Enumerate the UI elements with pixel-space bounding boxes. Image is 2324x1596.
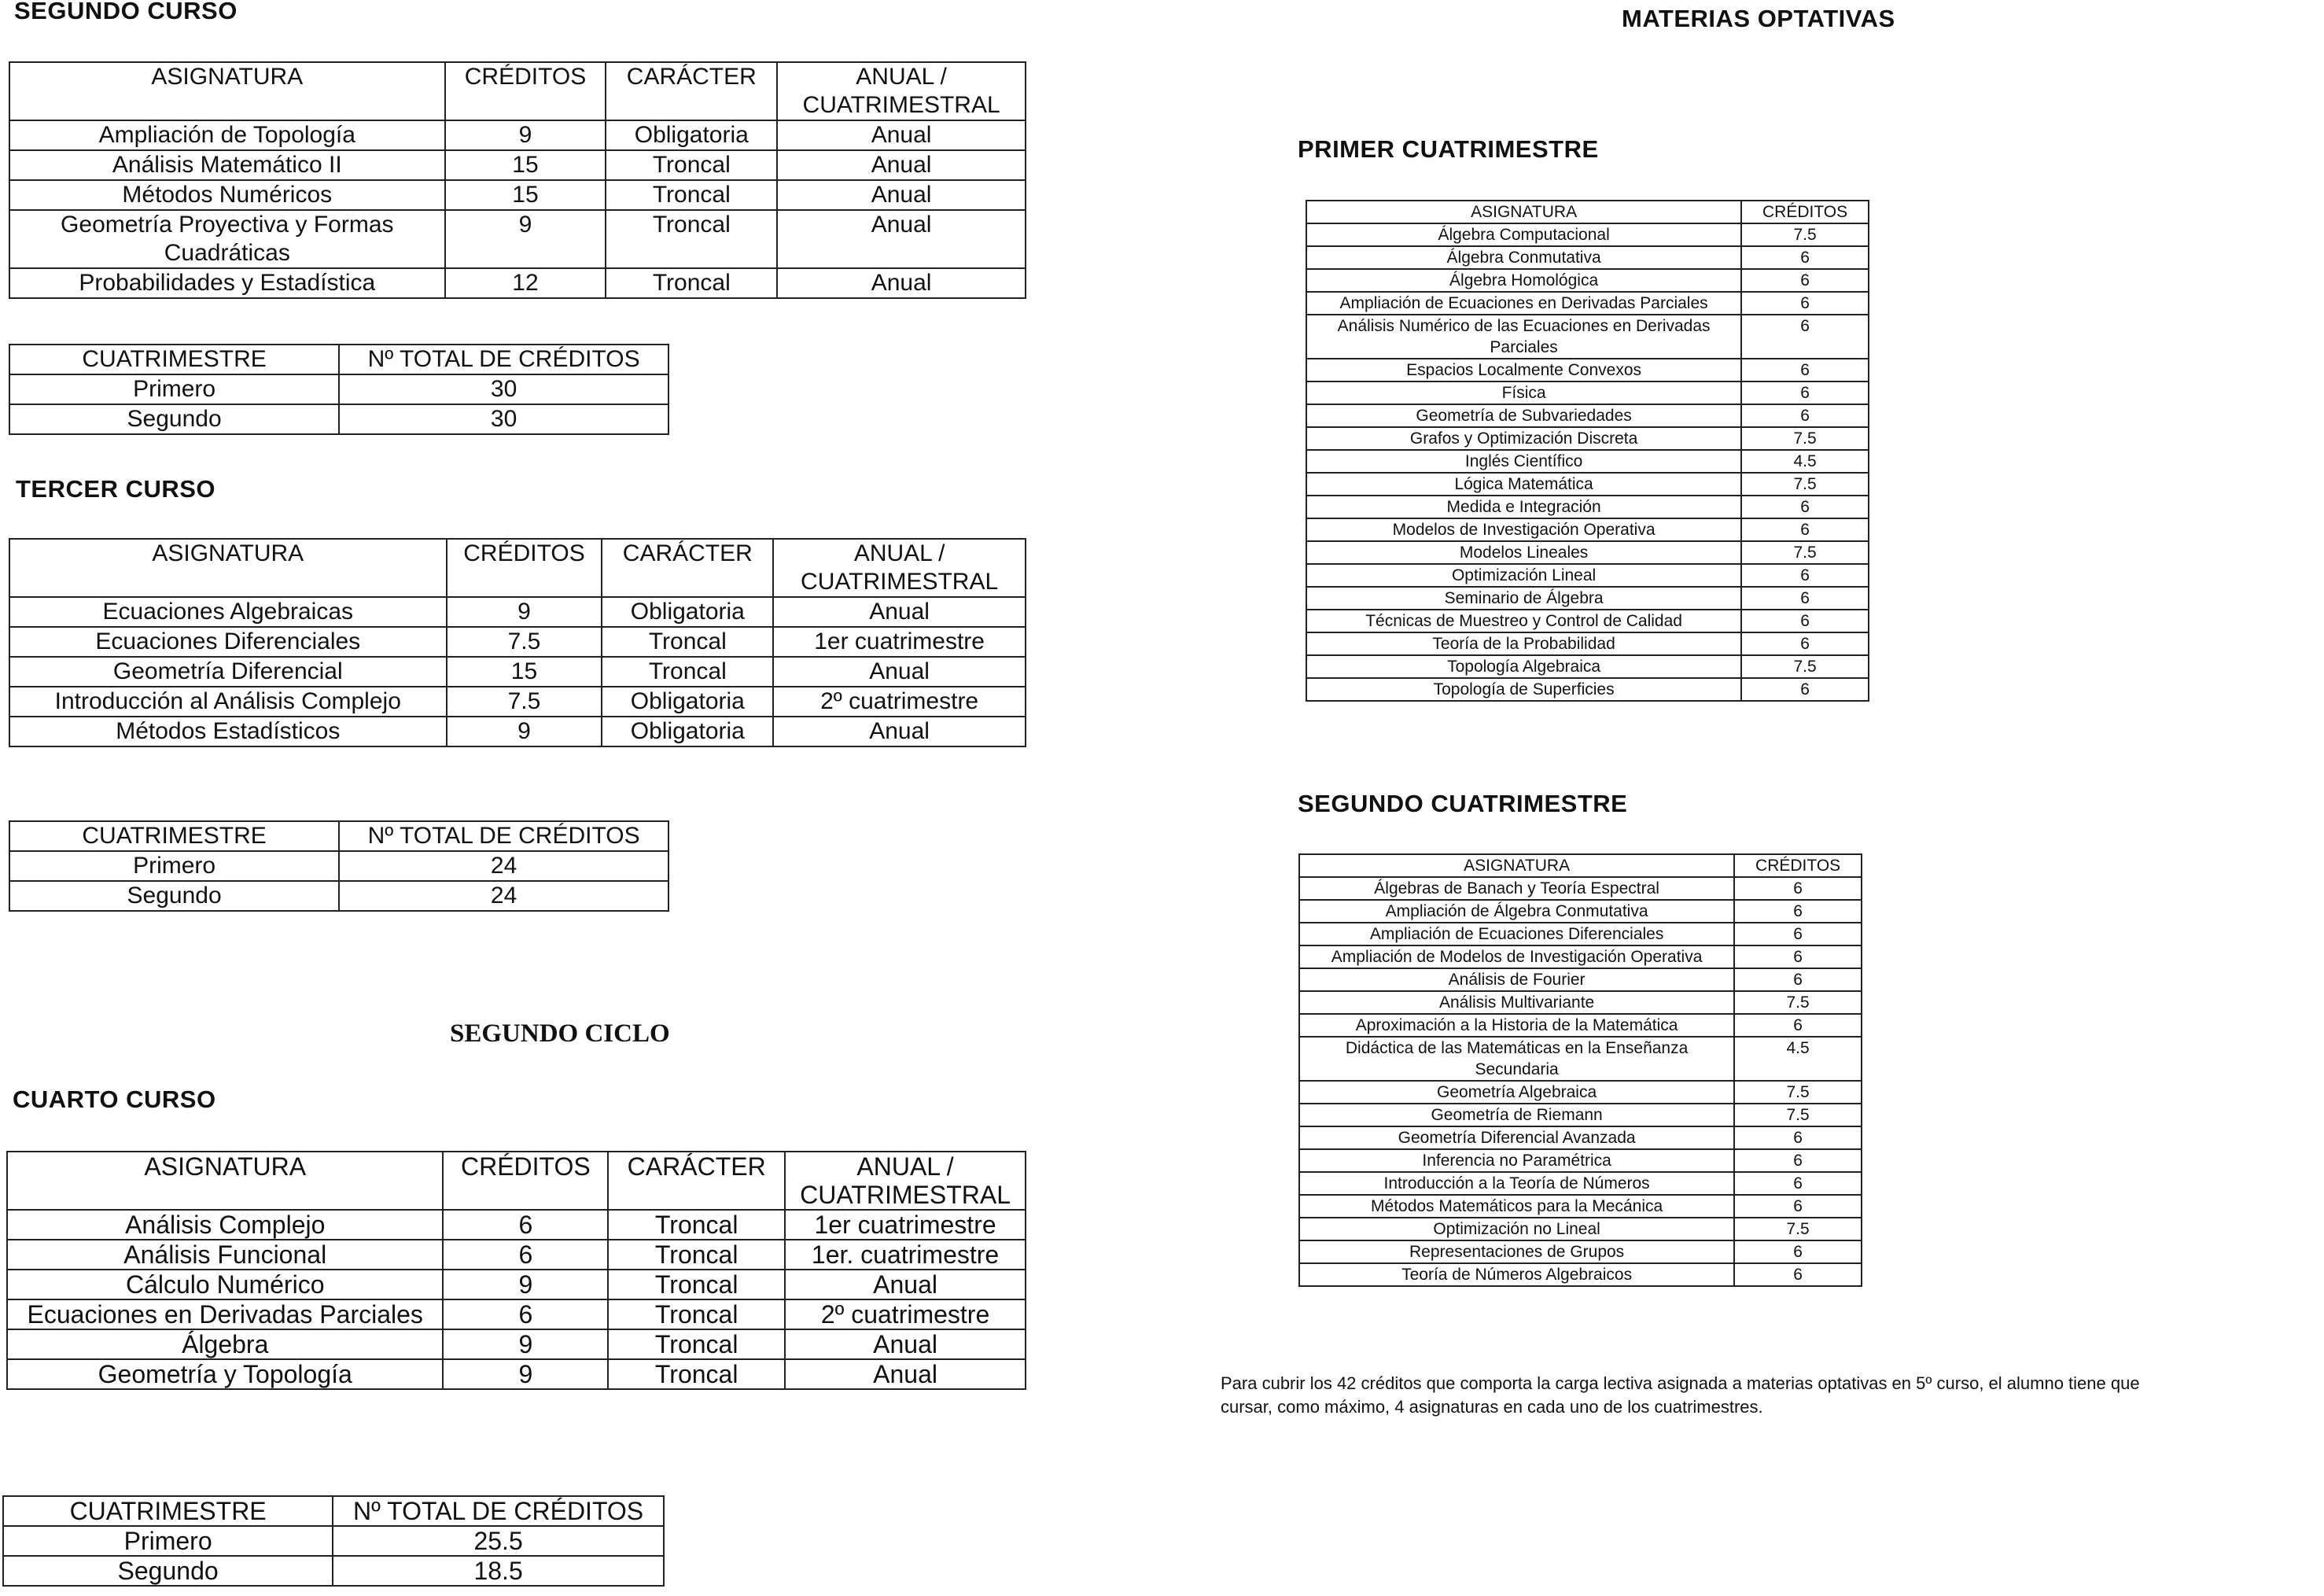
cuarto-curso-cell: Troncal [608,1299,785,1329]
segundo-curso-totals-header-cell: CUATRIMESTRE [9,345,339,374]
segundo-cuatrimestre-cell: 6 [1734,1263,1862,1286]
primer-cuatrimestre-cell: Optimización Lineal [1306,564,1741,587]
segundo-cuatrimestre-row [1299,1263,1862,1286]
primer-cuatrimestre-cell: 6 [1741,246,1869,269]
primer-cuatrimestre-cell: Física [1306,381,1741,404]
cuarto-curso-totals-header-cell: CUATRIMESTRE [3,1496,333,1526]
cuarto-curso-totals-header-cell: Nº TOTAL DE CRÉDITOS [333,1496,664,1526]
primer-cuatrimestre-cell: Medida e Integración [1306,496,1741,518]
segundo-cuatrimestre-cell: 6 [1734,877,1862,900]
primer-cuatrimestre-cell: Álgebra Computacional [1306,223,1741,246]
primer-cuatrimestre-cell: Álgebra Conmutativa [1306,246,1741,269]
primer-cuatrimestre-header-cell: ASIGNATURA [1306,201,1741,223]
primer-cuatrimestre-cell: Lógica Matemática [1306,473,1741,496]
segundo-curso-cell: Troncal [606,268,777,298]
primer-cuatrimestre-row [1306,541,1869,564]
tercer-curso-cell: 1er cuatrimestre [773,627,1026,657]
segundo-curso-cell: Anual [777,180,1026,210]
cuarto-curso-totals-cell: Primero [3,1526,333,1556]
primer-cuatrimestre-row [1306,632,1869,655]
segundo-cuatrimestre-cell: 7.5 [1734,1104,1862,1126]
primer-cuatrimestre-row [1306,381,1869,404]
segundo-cuatrimestre-row [1299,968,1862,991]
tercer-curso-header-row [9,539,1026,597]
cuarto-curso-cell: 6 [443,1299,608,1329]
cuarto-curso-header-row [7,1152,1026,1210]
primer-cuatrimestre-cell: 7.5 [1741,541,1869,564]
tercer-curso-totals-row [9,851,668,881]
tercer-curso-cell: Obligatoria [602,597,773,627]
primer-cuatrimestre-row [1306,655,1869,678]
segundo-cuatrimestre-row [1299,1081,1862,1104]
segundo-cuatrimestre-row [1299,923,1862,945]
primer-cuatrimestre-cell: 6 [1741,496,1869,518]
tercer-curso-table [9,538,1026,747]
tercer-curso-totals-header-cell: Nº TOTAL DE CRÉDITOS [339,821,668,851]
cuarto-curso-cell: 6 [443,1210,608,1240]
segundo-curso-cell: 9 [445,120,606,150]
segundo-curso-totals-row [9,374,668,404]
segundo-curso-cell: Métodos Numéricos [9,180,445,210]
segundo-cuatrimestre-cell: 7.5 [1734,1218,1862,1240]
cuarto-curso-header-cell: ANUAL / CUATRIMESTRAL [785,1152,1026,1210]
tercer-curso-title: TERCER CURSO [16,475,216,503]
segundo-curso-totals-header-cell: Nº TOTAL DE CRÉDITOS [339,345,668,374]
primer-cuatrimestre-cell: 6 [1741,587,1869,610]
segundo-cuatrimestre-cell: Aproximación a la Historia de la Matemática [1299,1014,1734,1037]
cuarto-curso-cell: Anual [785,1329,1026,1359]
segundo-cuatrimestre-table [1298,853,1862,1287]
tercer-curso-totals-row [9,881,668,911]
primer-cuatrimestre-row [1306,315,1869,359]
segundo-curso-cell: Anual [777,120,1026,150]
segundo-curso-title: SEGUNDO CURSO [14,0,238,24]
segundo-curso-cell: Probabilidades y Estadística [9,268,445,298]
optativas-note [1221,1372,2322,1419]
segundo-cuatrimestre-cell: 6 [1734,1014,1862,1037]
primer-cuatrimestre-cell: Modelos Lineales [1306,541,1741,564]
cuarto-curso-totals-row [3,1556,664,1586]
segundo-curso-cell: 12 [445,268,606,298]
tercer-curso-header-cell: CARÁCTER [602,539,773,597]
cuarto-curso-cell: Cálculo Numérico [7,1270,443,1299]
tercer-curso-cell: Ecuaciones Algebraicas [9,597,447,627]
segundo-cuatrimestre-cell: 6 [1734,1126,1862,1149]
segundo-cuatrimestre-cell: Didáctica de las Matemáticas en la Enseñanza Secundaria [1299,1037,1734,1081]
primer-cuatrimestre-row [1306,292,1869,315]
segundo-cuatrimestre-row [1299,1172,1862,1195]
primer-cuatrimestre-row [1306,269,1869,292]
cuarto-curso-cell: 9 [443,1329,608,1359]
cuarto-curso-cell: 9 [443,1270,608,1299]
segundo-cuatrimestre-row [1299,877,1862,900]
segundo-cuatrimestre-cell: Ampliación de Álgebra Conmutativa [1299,900,1734,923]
segundo-curso-totals-cell: 30 [339,404,668,434]
tercer-curso-cell: Anual [773,717,1026,746]
primer-cuatrimestre-cell: Inglés Científico [1306,450,1741,473]
cuarto-curso-totals-row [3,1526,664,1556]
primer-cuatrimestre-row [1306,473,1869,496]
primer-cuatrimestre-header-row [1306,201,1869,223]
tercer-curso-header-cell: CRÉDITOS [447,539,602,597]
cuarto-curso-cell: Anual [785,1359,1026,1389]
segundo-cuatrimestre-row [1299,1218,1862,1240]
cuarto-curso-cell: Troncal [608,1240,785,1270]
cuarto-curso-cell: 9 [443,1359,608,1389]
primer-cuatrimestre-cell: 6 [1741,404,1869,427]
tercer-curso-row [9,597,1026,627]
primer-cuatrimestre-cell: Topología de Superficies [1306,678,1741,701]
cuarto-curso-totals-cell: 18.5 [333,1556,664,1586]
primer-cuatrimestre-cell: Técnicas de Muestreo y Control de Calidad [1306,610,1741,632]
segundo-curso-cell: 15 [445,150,606,180]
segundo-cuatrimestre-row [1299,1195,1862,1218]
segundo-cuatrimestre-row [1299,991,1862,1014]
segundo-curso-cell: Troncal [606,210,777,268]
cuarto-curso-title: CUARTO CURSO [13,1086,216,1113]
segundo-cuatrimestre-cell: 6 [1734,945,1862,968]
cuarto-curso-cell: 2º cuatrimestre [785,1299,1026,1329]
cuarto-curso-cell: Anual [785,1270,1026,1299]
primer-cuatrimestre-row [1306,404,1869,427]
segundo-cuatrimestre-row [1299,1149,1862,1172]
cuarto-curso-cell: Álgebra [7,1329,443,1359]
tercer-curso-totals-header-row [9,821,668,851]
segundo-cuatrimestre-cell: 6 [1734,923,1862,945]
tercer-curso-cell: 7.5 [447,627,602,657]
primer-cuatrimestre-header-cell: CRÉDITOS [1741,201,1869,223]
segundo-curso-header-row [9,62,1026,120]
primer-cuatrimestre-cell: 7.5 [1741,427,1869,450]
segundo-cuatrimestre-row [1299,1014,1862,1037]
tercer-curso-cell: Introducción al Análisis Complejo [9,687,447,717]
tercer-curso-totals-table [9,820,669,912]
cuarto-curso-row [7,1359,1026,1389]
segundo-cuatrimestre-cell: Optimización no Lineal [1299,1218,1734,1240]
segundo-cuatrimestre-title: SEGUNDO CUATRIMESTRE [1298,790,1628,817]
segundo-curso-header-cell: CRÉDITOS [445,62,606,120]
tercer-curso-cell: Anual [773,597,1026,627]
segundo-curso-header-cell: ANUAL / CUATRIMESTRAL [777,62,1026,120]
cuarto-curso-cell: Ecuaciones en Derivadas Parciales [7,1299,443,1329]
cuarto-curso-table [6,1151,1026,1390]
segundo-cuatrimestre-cell: Análisis de Fourier [1299,968,1734,991]
segundo-curso-row [9,210,1026,268]
cuarto-curso-cell: Geometría y Topología [7,1359,443,1389]
segundo-cuatrimestre-header-cell: ASIGNATURA [1299,854,1734,877]
cuarto-curso-cell: 1er. cuatrimestre [785,1240,1026,1270]
cuarto-curso-cell: 6 [443,1240,608,1270]
cuarto-curso-cell: 1er cuatrimestre [785,1210,1026,1240]
segundo-curso-table [9,61,1026,299]
segundo-curso-cell: Anual [777,150,1026,180]
primer-cuatrimestre-cell: 7.5 [1741,473,1869,496]
segundo-curso-totals-row [9,404,668,434]
primer-cuatrimestre-cell: Geometría de Subvariedades [1306,404,1741,427]
segundo-cuatrimestre-cell: 6 [1734,968,1862,991]
primer-cuatrimestre-row [1306,564,1869,587]
tercer-curso-cell: Anual [773,657,1026,687]
cuarto-curso-cell: Troncal [608,1210,785,1240]
primer-cuatrimestre-cell: Grafos y Optimización Discreta [1306,427,1741,450]
segundo-cuatrimestre-cell: Análisis Multivariante [1299,991,1734,1014]
segundo-curso-cell: Geometría Proyectiva y Formas Cuadráticas [9,210,445,268]
primer-cuatrimestre-cell: Modelos de Investigación Operativa [1306,518,1741,541]
segundo-cuatrimestre-row [1299,1104,1862,1126]
primer-cuatrimestre-cell: 6 [1741,381,1869,404]
primer-cuatrimestre-cell: Análisis Numérico de las Ecuaciones en Derivadas Parciales [1306,315,1741,359]
tercer-curso-cell: 9 [447,717,602,746]
tercer-curso-cell: Obligatoria [602,687,773,717]
tercer-curso-cell: Troncal [602,657,773,687]
primer-cuatrimestre-cell: 6 [1741,678,1869,701]
primer-cuatrimestre-table [1306,200,1869,702]
primer-cuatrimestre-cell: 6 [1741,359,1869,381]
primer-cuatrimestre-row [1306,246,1869,269]
primer-cuatrimestre-row [1306,518,1869,541]
segundo-cuatrimestre-cell: Teoría de Números Algebraicos [1299,1263,1734,1286]
primer-cuatrimestre-cell: 7.5 [1741,655,1869,678]
primer-cuatrimestre-row [1306,359,1869,381]
segundo-cuatrimestre-cell: Representaciones de Grupos [1299,1240,1734,1263]
primer-cuatrimestre-row [1306,450,1869,473]
segundo-curso-cell: Obligatoria [606,120,777,150]
primer-cuatrimestre-cell: 6 [1741,610,1869,632]
materias-optativas-title: MATERIAS OPTATIVAS [1622,5,1895,32]
primer-cuatrimestre-cell: 4.5 [1741,450,1869,473]
segundo-curso-cell: Troncal [606,180,777,210]
segundo-curso-cell: Ampliación de Topología [9,120,445,150]
primer-cuatrimestre-row [1306,427,1869,450]
primer-cuatrimestre-cell: Teoría de la Probabilidad [1306,632,1741,655]
tercer-curso-cell: 15 [447,657,602,687]
tercer-curso-totals-cell: Segundo [9,881,339,911]
segundo-curso-row [9,120,1026,150]
primer-cuatrimestre-cell: 7.5 [1741,223,1869,246]
primer-cuatrimestre-cell: 6 [1741,315,1869,359]
segundo-cuatrimestre-cell: 6 [1734,1149,1862,1172]
cuarto-curso-cell: Troncal [608,1359,785,1389]
segundo-cuatrimestre-cell: Geometría Diferencial Avanzada [1299,1126,1734,1149]
tercer-curso-row [9,657,1026,687]
segundo-curso-totals-header-row [9,345,668,374]
primer-cuatrimestre-cell: Ampliación de Ecuaciones en Derivadas Parciales [1306,292,1741,315]
segundo-cuatrimestre-cell: Geometría Algebraica [1299,1081,1734,1104]
tercer-curso-cell: Geometría Diferencial [9,657,447,687]
segundo-cuatrimestre-cell: 7.5 [1734,991,1862,1014]
tercer-curso-totals-header-cell: CUATRIMESTRE [9,821,339,851]
segundo-cuatrimestre-row [1299,900,1862,923]
primer-cuatrimestre-title: PRIMER CUATRIMESTRE [1298,135,1599,163]
segundo-cuatrimestre-cell: Geometría de Riemann [1299,1104,1734,1126]
segundo-cuatrimestre-cell: 6 [1734,1195,1862,1218]
segundo-curso-totals-cell: 30 [339,374,668,404]
cuarto-curso-totals-cell: 25.5 [333,1526,664,1556]
segundo-cuatrimestre-cell: Inferencia no Paramétrica [1299,1149,1734,1172]
cuarto-curso-cell: Troncal [608,1270,785,1299]
segundo-curso-header-cell: ASIGNATURA [9,62,445,120]
primer-cuatrimestre-cell: 6 [1741,292,1869,315]
tercer-curso-row [9,687,1026,717]
tercer-curso-cell: Obligatoria [602,717,773,746]
primer-cuatrimestre-cell: 6 [1741,632,1869,655]
cuarto-curso-row [7,1240,1026,1270]
tercer-curso-totals-cell: 24 [339,851,668,881]
segundo-curso-row [9,150,1026,180]
segundo-curso-totals-table [9,344,669,435]
cuarto-curso-row [7,1210,1026,1240]
cuarto-curso-totals-cell: Segundo [3,1556,333,1586]
tercer-curso-cell: 2º cuatrimestre [773,687,1026,717]
segundo-cuatrimestre-cell: 6 [1734,1240,1862,1263]
segundo-curso-cell: Análisis Matemático II [9,150,445,180]
cuarto-curso-header-cell: CRÉDITOS [443,1152,608,1210]
cuarto-curso-cell: Troncal [608,1329,785,1359]
cuarto-curso-row [7,1299,1026,1329]
segundo-curso-totals-cell: Segundo [9,404,339,434]
tercer-curso-header-cell: ASIGNATURA [9,539,447,597]
segundo-curso-totals-cell: Primero [9,374,339,404]
segundo-cuatrimestre-cell: Métodos Matemáticos para la Mecánica [1299,1195,1734,1218]
segundo-cuatrimestre-cell: Introducción a la Teoría de Números [1299,1172,1734,1195]
segundo-curso-cell: Anual [777,268,1026,298]
primer-cuatrimestre-cell: Espacios Localmente Convexos [1306,359,1741,381]
primer-cuatrimestre-row [1306,587,1869,610]
segundo-cuatrimestre-header-cell: CRÉDITOS [1734,854,1862,877]
tercer-curso-cell: 9 [447,597,602,627]
segundo-cuatrimestre-cell: 7.5 [1734,1081,1862,1104]
primer-cuatrimestre-row [1306,610,1869,632]
segundo-cuatrimestre-cell: 4.5 [1734,1037,1862,1081]
tercer-curso-row [9,627,1026,657]
segundo-cuatrimestre-cell: Ampliación de Ecuaciones Diferenciales [1299,923,1734,945]
segundo-cuatrimestre-row [1299,945,1862,968]
primer-cuatrimestre-cell: Seminario de Álgebra [1306,587,1741,610]
primer-cuatrimestre-cell: 6 [1741,564,1869,587]
tercer-curso-header-cell: ANUAL / CUATRIMESTRAL [773,539,1026,597]
segundo-curso-cell: Troncal [606,150,777,180]
cuarto-curso-totals-header-row [3,1496,664,1526]
cuarto-curso-cell: Análisis Complejo [7,1210,443,1240]
segundo-cuatrimestre-row [1299,1240,1862,1263]
optativas-note-line-1: Para cubrir los 42 créditos que comporta la carga lectiva asignada a materias optativas en 5º curso, el alumno tiene que [1221,1373,2140,1393]
primer-cuatrimestre-cell: 6 [1741,269,1869,292]
tercer-curso-row [9,717,1026,746]
cuarto-curso-header-cell: ASIGNATURA [7,1152,443,1210]
cuarto-curso-cell: Análisis Funcional [7,1240,443,1270]
segundo-curso-cell: 9 [445,210,606,268]
segundo-curso-row [9,268,1026,298]
optativas-note-line-2: cursar, como máximo, 4 asignaturas en cada uno de los cuatrimestres. [1221,1397,1763,1417]
segundo-cuatrimestre-row [1299,1126,1862,1149]
segundo-cuatrimestre-header-row [1299,854,1862,877]
tercer-curso-totals-cell: Primero [9,851,339,881]
cuarto-curso-totals-table [2,1495,665,1587]
segundo-curso-cell: 15 [445,180,606,210]
tercer-curso-cell: Ecuaciones Diferenciales [9,627,447,657]
segundo-cuatrimestre-cell: 6 [1734,1172,1862,1195]
primer-cuatrimestre-row [1306,678,1869,701]
tercer-curso-totals-cell: 24 [339,881,668,911]
segundo-cuatrimestre-row [1299,1037,1862,1081]
primer-cuatrimestre-cell: Álgebra Homológica [1306,269,1741,292]
segundo-cuatrimestre-cell: 6 [1734,900,1862,923]
segundo-ciclo-title: SEGUNDO CICLO [450,1019,670,1048]
tercer-curso-cell: Métodos Estadísticos [9,717,447,746]
primer-cuatrimestre-cell: Topología Algebraica [1306,655,1741,678]
segundo-curso-row [9,180,1026,210]
segundo-cuatrimestre-cell: Álgebras de Banach y Teoría Espectral [1299,877,1734,900]
primer-cuatrimestre-row [1306,223,1869,246]
segundo-curso-header-cell: CARÁCTER [606,62,777,120]
cuarto-curso-row [7,1270,1026,1299]
segundo-curso-cell: Anual [777,210,1026,268]
cuarto-curso-header-cell: CARÁCTER [608,1152,785,1210]
primer-cuatrimestre-row [1306,496,1869,518]
tercer-curso-cell: 7.5 [447,687,602,717]
cuarto-curso-row [7,1329,1026,1359]
tercer-curso-cell: Troncal [602,627,773,657]
primer-cuatrimestre-cell: 6 [1741,518,1869,541]
segundo-cuatrimestre-cell: Ampliación de Modelos de Investigación Operativa [1299,945,1734,968]
